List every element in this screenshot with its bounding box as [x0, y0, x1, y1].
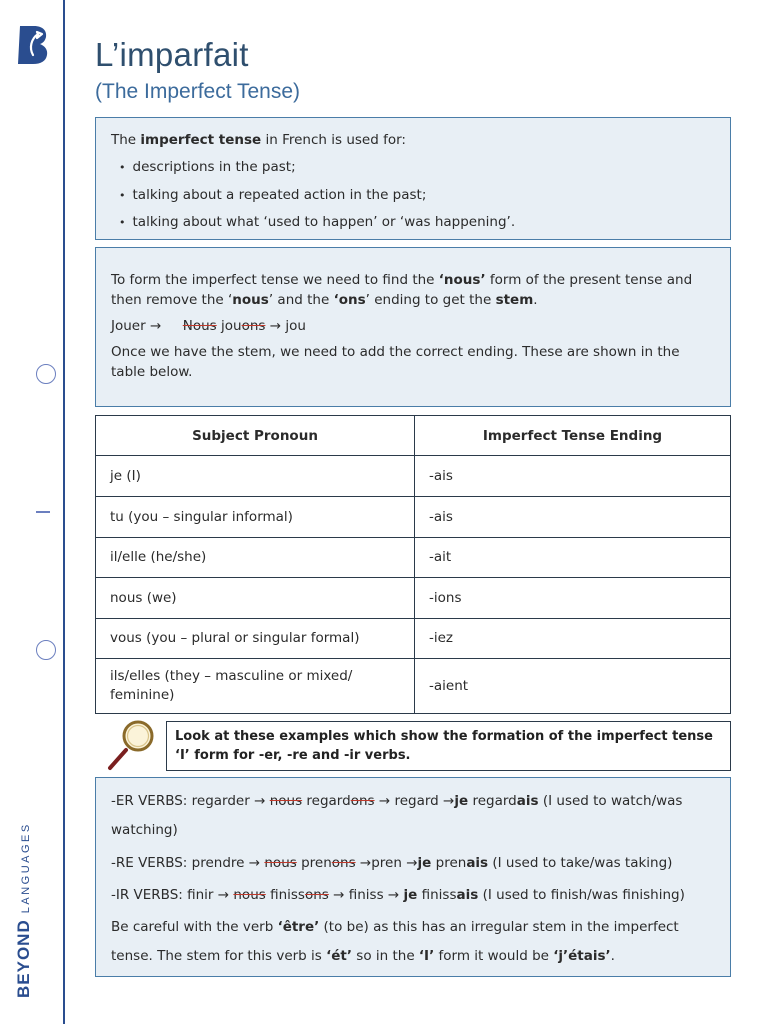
example-ir: -IR VERBS: finir → nous finissons → finiss → je finissais (I used to finish/was finishing) [111, 887, 685, 903]
table-row [96, 619, 731, 659]
table-row [96, 659, 731, 714]
intro-lead-text: in French is used for: [261, 132, 406, 148]
margin-line [63, 0, 65, 1024]
formation-box [95, 247, 731, 407]
brand-name-light: LANGUAGES [20, 822, 32, 914]
brand-vertical [14, 822, 34, 998]
examples-callout: Look at these examples which show the formation of the imperfect tense ‘I’ form for -er, -re and -ir verbs. [166, 721, 731, 771]
table-cell: il/elle (he/she) [96, 538, 415, 578]
list-item: • talking about what ‘used to happen’ or ‘was happening’. [111, 209, 715, 237]
brand-name-bold: BEYOND [14, 919, 33, 998]
table-cell: -ait [415, 538, 731, 578]
binder-hole [36, 640, 56, 660]
formation-example: Jouer → Nous jouons → jou [111, 318, 306, 334]
table-row [96, 497, 731, 538]
examples-box [95, 777, 731, 977]
example-re: -RE VERBS: prendre → nous prenons →pren →je prenais (I used to take/was taking) [111, 855, 673, 871]
column-header: Subject Pronoun [96, 416, 415, 456]
table-cell: -ais [415, 497, 731, 538]
etre-note: Be careful with the verb ‘être’ (to be) as this has an irregular stem in the imperfect tense. The stem for this verb is ‘ét’ so in the ‘I’ form it would be ‘j’étais’. [111, 919, 679, 964]
list-item: • descriptions in the past; [111, 154, 715, 182]
intro-box [95, 117, 731, 240]
endings-table [95, 415, 731, 714]
magnifying-glass-icon [104, 718, 156, 772]
table-cell: nous (we) [96, 578, 415, 619]
intro-lead [111, 130, 715, 150]
table-cell: -ais [415, 456, 731, 497]
formation-paragraph: Once we have the stem, we need to add the correct ending. These are shown in the table below. [111, 344, 680, 380]
table-cell: ils/elles (they – masculine or mixed/ feminine) [96, 659, 415, 714]
page-title: L’imparfait [95, 36, 249, 73]
table-cell: vous (you – plural or singular formal) [96, 619, 415, 659]
table-header-row [96, 416, 731, 456]
page-subtitle: (The Imperfect Tense) [95, 80, 301, 103]
table-cell: je (I) [96, 456, 415, 497]
column-header: Imperfect Tense Ending [415, 416, 731, 456]
table-row [96, 578, 731, 619]
binder-hole [36, 364, 56, 384]
intro-lead-text: The [111, 132, 141, 148]
table-cell: -aient [415, 659, 731, 714]
table-row [96, 538, 731, 578]
beyond-logo-icon [16, 22, 50, 66]
list-item: • talking about a repeated action in the past; [111, 182, 715, 210]
table-cell: -ions [415, 578, 731, 619]
fold-mark [36, 511, 50, 513]
table-cell: -iez [415, 619, 731, 659]
example-er: -ER VERBS: regarder → nous regardons → regard →je regardais (I used to watch/was watching) [111, 793, 683, 838]
formation-paragraph: To form the imperfect tense we need to find the ‘nous’ form of the present tense and then remove the ‘nous’ and the ‘ons’ ending to get the stem. [111, 272, 693, 308]
intro-bullet-list [111, 154, 715, 237]
intro-lead-bold: imperfect tense [140, 132, 262, 148]
table-cell: tu (you – singular informal) [96, 497, 415, 538]
table-row [96, 456, 731, 497]
